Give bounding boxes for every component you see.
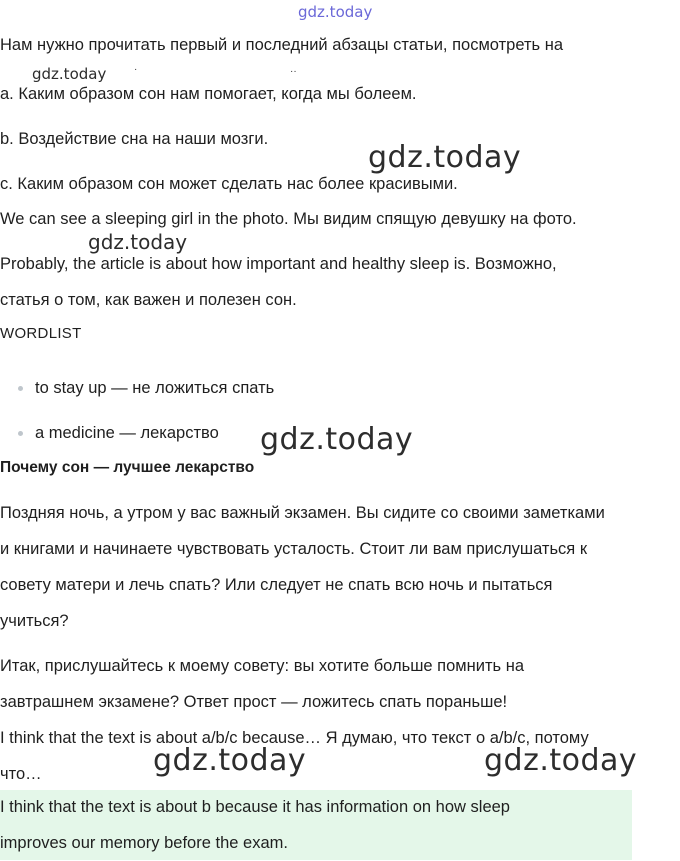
option-a: a. Каким образом сон нам помогает, когда мы болеем. — [0, 85, 417, 103]
stray-dot: ·· — [290, 66, 297, 77]
watermark: gdz.today — [32, 65, 107, 83]
paragraph-line: Поздняя ночь, а утром у вас важный экзамен. Вы сидите со своими заметками — [0, 504, 605, 522]
wordlist-item: a medicine — лекарство — [35, 424, 219, 442]
paragraph-line: завтрашнем экзамене? Ответ прост — ложитесь спать пораньше! — [0, 693, 508, 711]
answer-line: I think that the text is about b because it has information on how sleep — [0, 798, 510, 816]
prompt-line: I think that the text is about a/b/c because… Я думаю, что текст о a/b/c, потому — [0, 729, 589, 747]
answer-line: improves our memory before the exam. — [0, 834, 288, 852]
text-line: Нам нужно прочитать первый и последний абзацы статьи, посмотреть на — [0, 36, 563, 54]
bullet-icon — [18, 386, 23, 391]
stray-dot: · — [134, 64, 138, 75]
paragraph-line: и книгами и начинаете чувствовать усталость. Стоит ли вам прислушаться к — [0, 540, 588, 558]
watermark: gdz.today — [484, 743, 638, 778]
text-line: статья о том, как важен и полезен сон. — [0, 291, 297, 309]
watermark: gdz.today — [153, 743, 307, 778]
option-c: c. Каким образом сон может сделать нас более красивыми. — [0, 175, 458, 193]
watermark: gdz.today — [88, 230, 188, 254]
article-heading: Почему сон — лучшее лекарство — [0, 459, 255, 476]
watermark: gdz.today — [260, 422, 414, 457]
bullet-icon — [18, 431, 23, 436]
text-line: Probably, the article is about how important and healthy sleep is. Возможно, — [0, 255, 557, 273]
paragraph-line: учиться? — [0, 612, 69, 630]
prompt-line: что… — [0, 765, 42, 783]
paragraph-line: совету матери и лечь спать? Или следует не спать всю ночь и пытаться — [0, 576, 553, 594]
option-b: b. Воздействие сна на наши мозги. — [0, 130, 269, 148]
wordlist-item: to stay up — не ложиться спать — [35, 379, 275, 397]
wordlist-title: WORDLIST — [0, 325, 82, 342]
watermark: gdz.today — [368, 140, 522, 175]
text-line: We can see a sleeping girl in the photo. Мы видим спящую девушку на фото. — [0, 210, 577, 228]
paragraph-line: Итак, прислушайтесь к моему совету: вы хотите больше помнить на — [0, 657, 524, 675]
watermark-top: gdz.today — [298, 3, 373, 21]
